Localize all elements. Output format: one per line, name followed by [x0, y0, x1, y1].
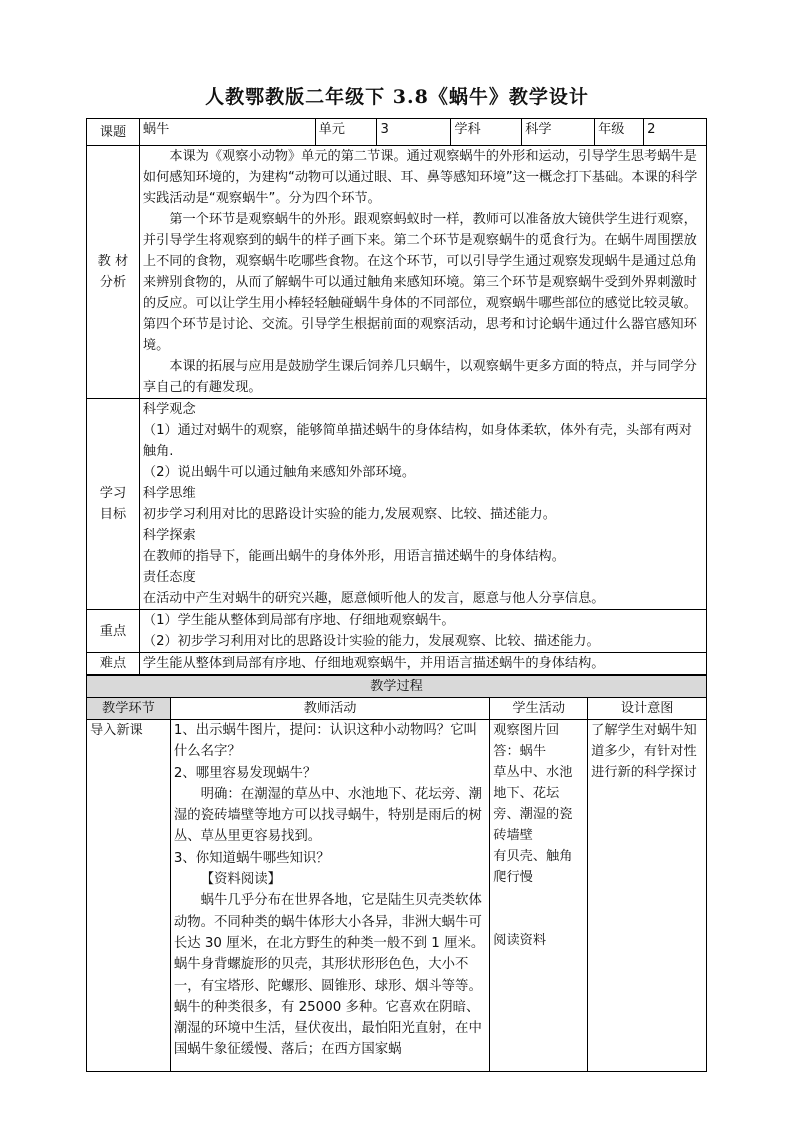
teacher-line: 明确：在潮湿的草丛中、水池地下、花坛旁、潮湿的瓷砖墙壁等地方可以找寻蜗牛，特别是雨后的树丛、草丛里更容易找到。	[173, 786, 482, 845]
process-header-row	[87, 676, 707, 698]
objective-heading: 科学探索	[142, 528, 196, 543]
process-columns-row	[87, 698, 707, 720]
difficulties-label: 难点	[87, 653, 140, 675]
lesson-value: 蜗牛	[139, 119, 315, 146]
objective-heading: 科学思维	[142, 486, 196, 501]
key-points-content	[139, 610, 706, 653]
lesson-label: 课题	[87, 119, 140, 146]
student-line: 有贝壳、触角爬行慢	[493, 849, 573, 885]
reading-text: 蜗牛几乎分布在世界各地，它是陆生贝壳类软体动物。不同种类的蜗牛体形大小各异，非洲大蜗牛可长达 30 厘米，在北方野生的种类一般不到 1 厘米。蜗牛身背螺旋形的贝壳，其形状形形色色，大小不一，有宝塔形、陀螺形、圆锥形、球形、烟斗等等。蜗牛的种类很多，有 25000 多种。它喜欢在阴暗、潮湿的环境中生活，昼伏夜出，最怕阳光直射，在中国蜗牛象征缓慢、落后；在西方国家蜗	[173, 893, 485, 1058]
objective-line: （2）说出蜗牛可以通过触角来感知外部环境。	[142, 465, 416, 480]
objective-heading: 责任态度	[142, 570, 196, 585]
subject-label: 学科	[451, 119, 522, 146]
analysis-label: 教 材 分析	[87, 146, 140, 399]
lesson-info-table	[86, 118, 707, 675]
analysis-content	[139, 146, 706, 399]
objective-line: 在活动中产生对蜗牛的研究兴趣，愿意倾听他人的发言，愿意与他人分享信息。	[142, 591, 605, 606]
objective-line: 在教师的指导下，能画出蜗牛的身体外形，用语言描述蜗牛的身体结构。	[142, 549, 565, 564]
grade-label: 年级	[595, 119, 644, 146]
grade-value: 2	[644, 119, 707, 146]
teaching-process-table	[86, 675, 707, 1072]
teacher-line: 3、你知道蜗牛哪些知识？	[173, 850, 330, 866]
key-points-label: 重点	[87, 610, 140, 653]
unit-label: 单元	[315, 119, 377, 146]
analysis-paragraph: 第一个环节是观察蜗牛的外形。跟观察蚂蚁时一样，教师可以准备放大镜供学生进行观察，并引导学生将观察到的蜗牛的样子画下来。第二个环节是观察蜗牛的觅食行为。在蜗牛周围摆放上不同的食物，观察蜗牛吃哪些食物。在这个环节，可以引导学生通过观察发现蜗牛是通过总角来辨别食物的，从而了解蜗牛可以通过触角来感知环境。第三个环节是观察蜗牛受到外界刺激时的反应。可以让学生用小棒轻轻触碰蜗牛身体的不同部位，观察蜗牛哪些部位的感觉比较灵敏。第四个环节是讨论、交流。引导学生根据前面的观察活动，思考和讨论蜗牛通过什么器官感知环境。	[142, 212, 697, 353]
objectives-row	[87, 399, 707, 610]
column-intent: 设计意图	[588, 698, 707, 720]
analysis-paragraph: 本课的拓展与应用是鼓励学生课后饲养几只蜗牛，以观察蜗牛更多方面的特点，并与同学分享自己的有趣发现。	[142, 359, 697, 395]
unit-value: 3	[377, 119, 451, 146]
key-point-line: （1）学生能从整体到局部有序地、仔细地观察蜗牛。	[142, 613, 455, 628]
objectives-content	[139, 399, 706, 610]
design-intent: 了解学生对蜗牛知道多少，有针对性进行新的科学探讨	[588, 720, 707, 1072]
stage-cell: 导入新课	[87, 720, 171, 1072]
student-line: 阅读资料	[493, 933, 547, 948]
process-row	[87, 720, 707, 1072]
page-title: 人教鄂教版二年级下 3.8《蜗牛》教学设计	[205, 86, 589, 108]
key-points-row	[87, 610, 707, 653]
analysis-row	[87, 146, 707, 399]
key-point-line: （2）初步学习利用对比的思路设计实验的能力，发展观察、比较、描述能力。	[142, 634, 600, 649]
objectives-label: 学习 目标	[87, 399, 140, 610]
info-row	[87, 119, 707, 146]
teacher-line: 1、出示蜗牛图片，提问：认识这种小动物吗？它叫什么名字？	[173, 723, 477, 760]
column-teacher: 教师活动	[170, 698, 489, 720]
objective-line: （1）通过对蜗牛的观察，能够简单描述蜗牛的身体结构，如身体柔软，体外有壳，头部有两对触角.	[142, 423, 692, 459]
process-header: 教学过程	[87, 676, 707, 698]
column-stage: 教学环节	[87, 698, 171, 720]
analysis-paragraph: 本课为《观察小动物》单元的第二节课。通过观察蜗牛的外形和运动，引导学生思考蜗牛是如何感知环境的，为建构“动物可以通过眼、耳、鼻等感知环境”这一概念打下基础。本课的科学实践活动是“观察蜗牛”。分为四个环节。	[142, 149, 698, 206]
column-student: 学生活动	[490, 698, 588, 720]
student-line: 草丛中、水池地下、花坛旁、潮湿的瓷砖墙壁	[493, 765, 573, 843]
subject-value: 科学	[522, 119, 595, 146]
teacher-activity	[170, 720, 489, 1072]
teacher-line: 2、哪里容易发现蜗牛？	[173, 765, 317, 781]
difficulties-content: 学生能从整体到局部有序地、仔细地观察蜗牛，并用语言描述蜗牛的身体结构。	[139, 653, 706, 675]
student-line: 观察图片回答：蜗牛	[493, 723, 560, 759]
student-activity	[490, 720, 588, 1072]
difficulties-row	[87, 653, 707, 675]
reading-heading: 【资料阅读】	[200, 872, 281, 888]
objective-line: 初步学习利用对比的思路设计实验的能力,发展观察、比较、描述能力。	[142, 507, 556, 522]
objective-heading: 科学观念	[142, 402, 196, 417]
